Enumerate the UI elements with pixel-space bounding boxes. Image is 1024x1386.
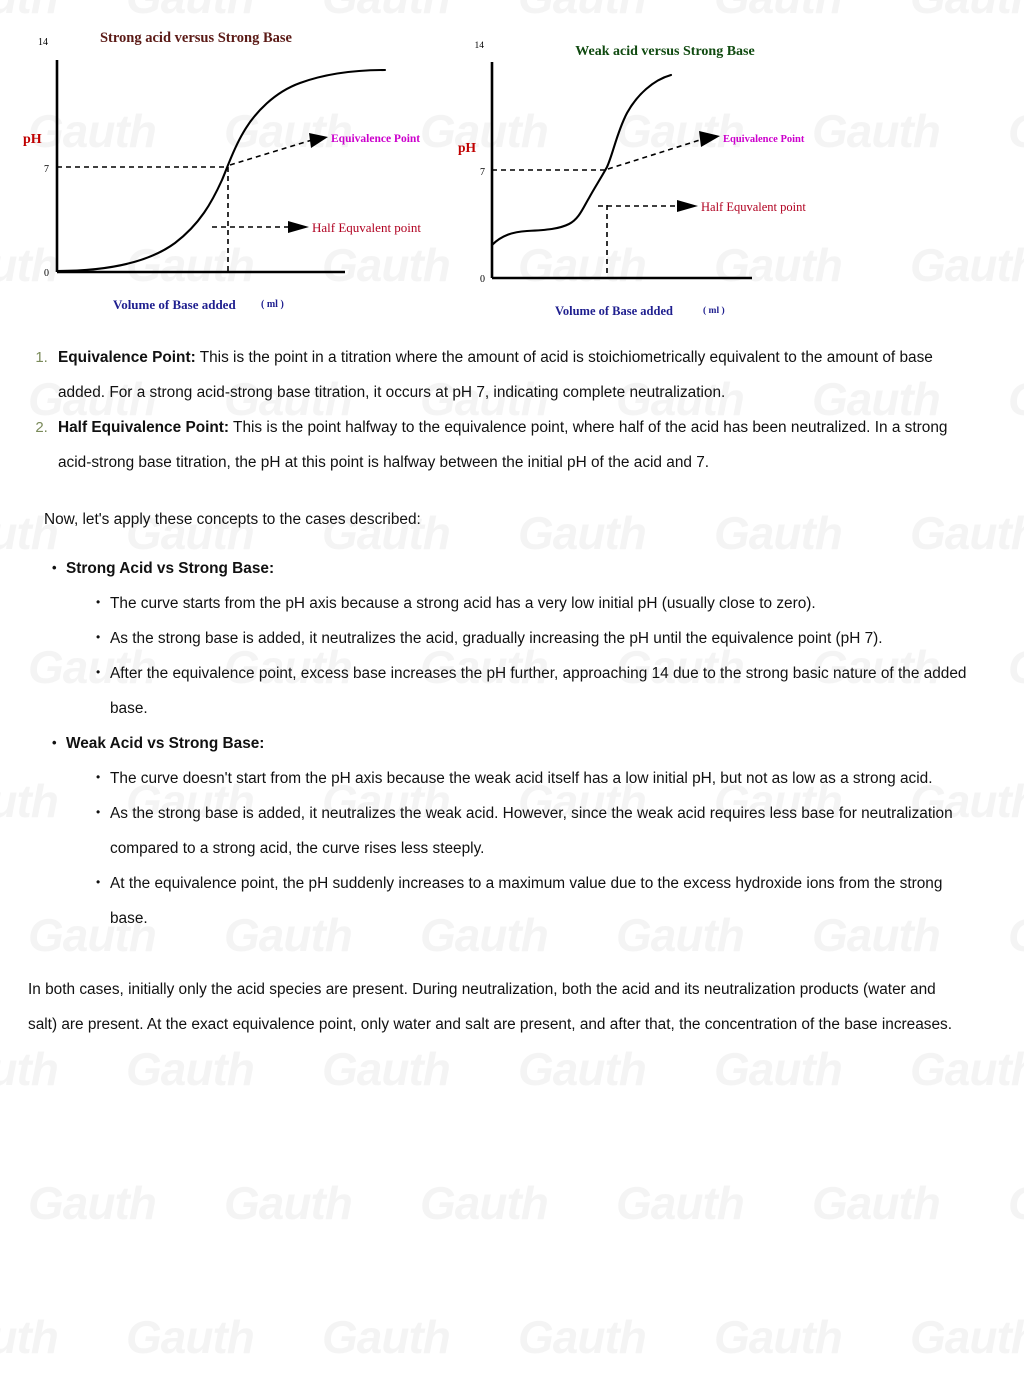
chart-title-weak: Weak acid versus Strong Base [575, 44, 755, 59]
definition-text: This is the point halfway to the equivalence point, where half of the acid has been neutralized. In a strong acid-strong base titration, the pH at this point is halfway between the initial pH of the acid and 7. [58, 419, 948, 471]
watermark-text [420, 1176, 548, 1230]
watermark-text [1008, 1176, 1024, 1230]
figures-region [0, 0, 1024, 340]
half-equivalence-arrowhead-strong [288, 221, 309, 233]
watermark-text [0, 1042, 58, 1096]
watermark-text [224, 1176, 352, 1230]
case-points-strong [66, 586, 969, 726]
case-weak-acid [52, 726, 969, 936]
case-strong-acid [52, 551, 969, 726]
list-item: • The curve doesn't start from the pH axis because the weak acid itself has a low initial pH, but not as low as a strong acid. [96, 761, 969, 796]
y-tick-0-strong: 0 [44, 268, 49, 279]
watermark-text [910, 1310, 1024, 1364]
list-item [52, 410, 969, 480]
list-item: • The curve starts from the pH axis because a strong acid has a very low initial pH (usually close to zero). [96, 586, 969, 621]
case-label: • Strong Acid vs Strong Base: [66, 560, 274, 577]
list-item: • As the strong base is added, it neutralizes the weak acid. However, since the weak acid requires less base for neutralization compared to a strong acid, the curve rises less steeply. [96, 796, 969, 866]
half-equivalence-arrowhead-weak [677, 200, 698, 212]
watermark-text [0, 1310, 58, 1364]
x-axis-title-weak: Volume of Base added [555, 304, 673, 318]
list-item [52, 340, 969, 410]
definition-term: Equivalence Point: [58, 349, 196, 366]
titration-curve-weak [492, 75, 671, 245]
figure-weak-acid-strong-base [455, 0, 1015, 330]
watermark-text [910, 1042, 1024, 1096]
cases-list [18, 551, 969, 936]
equivalence-arrow-line-weak [608, 139, 703, 169]
explanation-body [0, 340, 1024, 1042]
watermark-text [812, 1176, 940, 1230]
watermark-text [518, 1310, 646, 1364]
y-tick-7-weak: 7 [480, 167, 485, 178]
watermark-text [322, 1310, 450, 1364]
intro-paragraph: Now, let's apply these concepts to the cases described: [44, 511, 421, 528]
equivalence-label-strong: Equivalence Point [331, 133, 421, 145]
case-points-weak [66, 761, 969, 936]
x-axis-unit-weak: ( ml ) [703, 306, 725, 316]
list-item: • At the equivalence point, the pH suddenly increases to a maximum value due to the excess hydroxide ions from the strong base. [96, 866, 969, 936]
definition-term: Half Equivalence Point: [58, 419, 230, 436]
list-item: • As the strong base is added, it neutralizes the acid, gradually increasing the pH until the equivalence point (pH 7). [96, 621, 969, 656]
x-axis-title-strong: Volume of Base added [113, 297, 236, 312]
list-item: • After the equivalence point, excess base increases the pH further, approaching 14 due to the strong basic nature of the added base. [96, 656, 969, 726]
titration-curve-strong [57, 70, 385, 271]
definitions-list [18, 340, 969, 480]
watermark-text [126, 1042, 254, 1096]
watermark-text [126, 1310, 254, 1364]
chart-title-strong: Strong acid versus Strong Base [99, 30, 293, 46]
closing-paragraph: In both cases, initially only the acid species are present. During neutralization, both the acid and its neutralization products (water and salt) are present. At the exact equivalence point, only water and salt are present, and after that, the concentration of the base increases. [28, 981, 952, 1033]
watermark-text [28, 1176, 156, 1230]
equivalence-arrow-line-strong [230, 140, 312, 165]
figure-strong-acid-strong-base [0, 0, 470, 330]
watermark-text [322, 1042, 450, 1096]
half-equivalence-label-weak: Half Equvalent point [701, 200, 806, 214]
half-equivalence-label-strong: Half Equvalent point [312, 220, 422, 235]
y-tick-14-strong: 14 [38, 37, 48, 48]
weak-acid-chart-svg [455, 0, 1015, 330]
equivalence-arrowhead-strong [309, 133, 328, 148]
y-axis-title-strong: pH [23, 132, 42, 147]
y-axis-title-weak: pH [458, 140, 477, 155]
y-tick-0-weak: 0 [480, 274, 485, 285]
equivalence-label-weak: Equivalence Point [723, 134, 805, 145]
watermark-text [714, 1042, 842, 1096]
watermark-text [616, 1176, 744, 1230]
definition-text: This is the point in a titration where the amount of acid is stoichiometrically equivalent to the amount of base added. For a strong acid-strong base titration, it occurs at pH 7, indicating complete neutralization. [58, 349, 933, 401]
watermark-text [714, 1310, 842, 1364]
strong-acid-chart-svg [0, 0, 470, 330]
equivalence-arrowhead-weak [699, 131, 720, 147]
case-label: • Weak Acid vs Strong Base: [66, 735, 264, 752]
y-tick-14-weak: 14 [474, 41, 484, 51]
y-tick-7-strong: 7 [44, 164, 49, 175]
watermark-text [518, 1042, 646, 1096]
x-axis-unit-strong: ( ml ) [261, 299, 284, 310]
